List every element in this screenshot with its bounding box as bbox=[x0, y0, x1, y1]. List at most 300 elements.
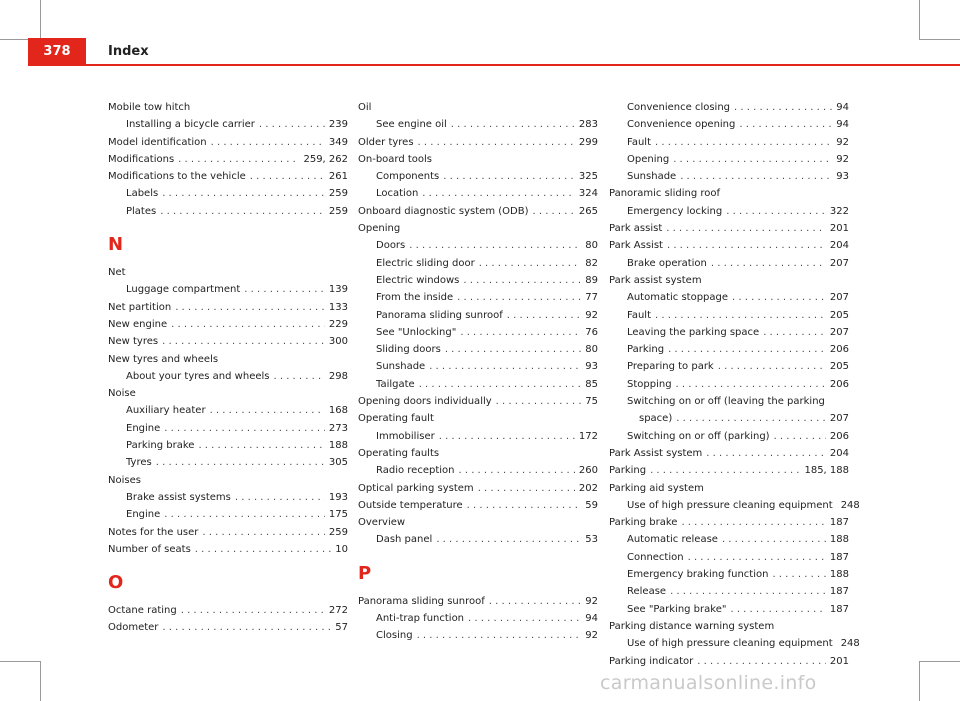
index-term: Electric sliding door bbox=[376, 257, 475, 269]
index-subterm bbox=[108, 402, 348, 419]
leader-dots bbox=[706, 445, 826, 462]
page-ref[interactable]: 204 bbox=[829, 447, 849, 459]
index-entry bbox=[358, 203, 598, 220]
leader-dots bbox=[458, 462, 574, 479]
index-term: Stopping bbox=[627, 378, 672, 390]
page-ref[interactable]: 205 bbox=[829, 309, 849, 321]
index-term: Park Assist system bbox=[609, 447, 703, 459]
index-subterm bbox=[609, 168, 849, 185]
index-subterm bbox=[108, 454, 348, 471]
page-ref[interactable]: 239 bbox=[328, 119, 348, 131]
index-term: Modifications bbox=[108, 153, 175, 165]
index-column-1 bbox=[108, 99, 348, 637]
index-subterm bbox=[358, 610, 598, 627]
index-term: Park assist system bbox=[609, 274, 702, 286]
leader-dots bbox=[479, 255, 582, 272]
leader-dots bbox=[162, 185, 325, 202]
index-term: Emergency braking function bbox=[627, 569, 769, 581]
page-ref[interactable]: 206 bbox=[829, 430, 849, 442]
page-ref[interactable]: 188 bbox=[829, 569, 849, 581]
index-main-term bbox=[609, 185, 849, 202]
page-ref[interactable]: 10 bbox=[335, 543, 348, 555]
index-term: About your tyres and wheels bbox=[126, 370, 270, 382]
leader-dots bbox=[417, 627, 582, 644]
crop-mark bbox=[919, 661, 920, 701]
index-main-term bbox=[108, 351, 348, 368]
index-subterm bbox=[358, 185, 598, 202]
index-subterm bbox=[609, 134, 849, 151]
index-term: Noise bbox=[108, 388, 136, 400]
index-term: Use of high pressure cleaning equipment bbox=[627, 499, 833, 511]
index-term: Parking bbox=[609, 465, 647, 477]
crop-mark bbox=[40, 0, 41, 40]
leader-dots bbox=[697, 653, 826, 670]
crop-mark bbox=[919, 0, 920, 40]
index-entry bbox=[108, 99, 348, 134]
index-term: Optical parking system bbox=[358, 482, 474, 494]
page-ref[interactable]: 201 bbox=[829, 655, 849, 667]
index-main-term bbox=[609, 237, 849, 254]
page-ref[interactable]: 207 bbox=[829, 292, 849, 304]
index-entry bbox=[358, 99, 598, 134]
leader-dots bbox=[443, 168, 575, 185]
index-term: Park assist bbox=[609, 223, 663, 235]
index-term: Preparing to park bbox=[627, 361, 714, 373]
page-ref[interactable]: 259 bbox=[328, 205, 348, 217]
leader-dots bbox=[409, 237, 581, 254]
page-ref[interactable]: 248 bbox=[840, 638, 860, 650]
page-ref[interactable]: 92 bbox=[585, 630, 598, 642]
page-ref[interactable]: 300 bbox=[328, 336, 348, 348]
leader-dots bbox=[655, 307, 826, 324]
index-term: Location bbox=[376, 188, 419, 200]
index-term: Brake assist systems bbox=[126, 491, 231, 503]
index-main-term bbox=[358, 151, 598, 168]
page-ref[interactable]: 349 bbox=[328, 136, 348, 148]
index-subterm bbox=[609, 358, 849, 375]
leader-dots bbox=[463, 272, 581, 289]
index-subterm bbox=[108, 368, 348, 385]
index-entry bbox=[609, 99, 849, 185]
index-main-term bbox=[358, 99, 598, 116]
page-ref[interactable]: 187 bbox=[829, 517, 849, 529]
index-term: Overview bbox=[358, 517, 406, 529]
index-term: Parking bbox=[627, 344, 665, 356]
page-ref[interactable]: 272 bbox=[328, 605, 348, 617]
index-term: Operating fault bbox=[358, 413, 434, 425]
leader-dots bbox=[156, 454, 325, 471]
index-entry bbox=[108, 316, 348, 333]
leader-dots bbox=[164, 420, 325, 437]
page-number: 378 bbox=[28, 38, 86, 64]
page-ref[interactable]: 80 bbox=[585, 240, 598, 252]
index-term: Noises bbox=[108, 474, 141, 486]
index-term: Panoramic sliding roof bbox=[609, 188, 721, 200]
index-subterm bbox=[108, 281, 348, 298]
index-term: Plates bbox=[126, 205, 157, 217]
index-entry bbox=[108, 299, 348, 316]
index-term: Brake operation bbox=[627, 257, 707, 269]
leader-dots bbox=[711, 255, 826, 272]
page-ref[interactable]: 77 bbox=[585, 292, 598, 304]
page-ref[interactable]: 298 bbox=[328, 370, 348, 382]
index-main-term bbox=[108, 619, 348, 636]
index-term: Closing bbox=[376, 630, 413, 642]
page-ref[interactable]: 92 bbox=[585, 309, 598, 321]
index-entry bbox=[358, 593, 598, 645]
crop-mark bbox=[40, 661, 41, 701]
section-letter: N bbox=[108, 234, 124, 256]
index-term: Electric windows bbox=[376, 274, 460, 286]
index-main-term bbox=[108, 333, 348, 350]
index-term: New tyres and wheels bbox=[108, 353, 219, 365]
leader-dots bbox=[489, 593, 582, 610]
index-entry bbox=[108, 602, 348, 619]
index-main-term bbox=[358, 497, 598, 514]
index-subterm bbox=[358, 428, 598, 445]
leader-dots bbox=[734, 99, 832, 116]
index-term: Use of high pressure cleaning equipment bbox=[627, 638, 833, 650]
leader-dots bbox=[273, 368, 324, 385]
page-ref[interactable]: 93 bbox=[836, 171, 849, 183]
page-ref[interactable]: 133 bbox=[328, 301, 348, 313]
index-entry bbox=[108, 333, 348, 350]
page-ref[interactable]: 94 bbox=[836, 119, 849, 131]
leader-dots bbox=[680, 168, 832, 185]
index-term: Engine bbox=[126, 422, 161, 434]
index-subterm bbox=[358, 627, 598, 644]
page-ref[interactable]: 325 bbox=[578, 171, 598, 183]
index-column-2 bbox=[358, 99, 598, 645]
page-ref[interactable]: 206 bbox=[829, 378, 849, 390]
index-term: Release bbox=[627, 586, 667, 598]
page-ref[interactable]: 248 bbox=[840, 499, 860, 511]
leader-dots bbox=[422, 185, 575, 202]
page-ref[interactable]: 92 bbox=[836, 153, 849, 165]
leader-dots bbox=[178, 151, 299, 168]
index-term: Sunshade bbox=[627, 171, 677, 183]
page-ref[interactable]: 204 bbox=[829, 240, 849, 252]
index-entry bbox=[358, 445, 598, 480]
index-entry bbox=[358, 393, 598, 410]
page-ref[interactable]: 283 bbox=[578, 119, 598, 131]
index-term: Odometer bbox=[108, 622, 159, 634]
page-ref[interactable]: 82 bbox=[585, 257, 598, 269]
page-ref[interactable]: 89 bbox=[585, 274, 598, 286]
page-ref[interactable]: 229 bbox=[328, 318, 348, 330]
index-subterm bbox=[358, 307, 598, 324]
index-main-term bbox=[609, 653, 849, 670]
leader-dots bbox=[445, 341, 581, 358]
leader-dots bbox=[763, 324, 826, 341]
index-subterm bbox=[358, 341, 598, 358]
leader-dots bbox=[676, 410, 826, 427]
index-main-term bbox=[609, 445, 849, 462]
index-term: Fault bbox=[627, 309, 651, 321]
leader-dots bbox=[666, 220, 826, 237]
leader-dots bbox=[198, 437, 324, 454]
page-ref[interactable]: 261 bbox=[328, 171, 348, 183]
page-ref[interactable]: 206 bbox=[829, 344, 849, 356]
leader-dots bbox=[439, 428, 575, 445]
index-main-term bbox=[609, 480, 849, 497]
index-entry bbox=[108, 134, 348, 151]
index-entry bbox=[609, 653, 849, 670]
index-subterm bbox=[609, 116, 849, 133]
index-term: Panorama sliding sunroof bbox=[376, 309, 503, 321]
leader-dots bbox=[211, 134, 325, 151]
index-term: Emergency locking bbox=[627, 205, 723, 217]
index-main-term bbox=[358, 480, 598, 497]
index-main-term bbox=[108, 151, 348, 168]
leader-dots bbox=[650, 462, 800, 479]
index-entry bbox=[108, 151, 348, 168]
index-subterm bbox=[609, 307, 849, 324]
index-term: Automatic stoppage bbox=[627, 292, 729, 304]
page-ref[interactable]: 94 bbox=[836, 102, 849, 113]
page-ref[interactable]: 53 bbox=[585, 534, 598, 546]
header-rule bbox=[28, 64, 960, 66]
index-term: Opening bbox=[627, 153, 670, 165]
leader-dots bbox=[162, 619, 331, 636]
index-term: Mobile tow hitch bbox=[108, 102, 191, 113]
page-ref[interactable]: 188 bbox=[328, 440, 348, 452]
index-main-term bbox=[358, 393, 598, 410]
index-subterm bbox=[108, 506, 348, 523]
section-letter: O bbox=[108, 572, 124, 594]
leader-dots bbox=[468, 610, 581, 627]
leader-dots bbox=[164, 506, 325, 523]
crop-mark bbox=[920, 661, 960, 662]
page-ref[interactable]: 85 bbox=[585, 378, 598, 390]
index-subterm bbox=[609, 376, 849, 393]
index-term: Parking distance warning system bbox=[609, 620, 775, 632]
page-ref[interactable]: 259 bbox=[328, 188, 348, 200]
index-entry bbox=[358, 151, 598, 203]
index-subterm bbox=[609, 601, 849, 618]
index-main-term bbox=[358, 410, 598, 427]
index-term: Tyres bbox=[126, 457, 152, 469]
index-subterm bbox=[609, 99, 849, 116]
index-main-term bbox=[108, 299, 348, 316]
index-entry bbox=[609, 445, 849, 462]
leader-dots bbox=[507, 307, 582, 324]
index-term: Opening doors individually bbox=[358, 396, 492, 408]
section-letter: P bbox=[358, 562, 372, 584]
leader-dots bbox=[467, 497, 582, 514]
index-entry bbox=[609, 514, 849, 618]
index-subterm bbox=[358, 324, 598, 341]
index-entry bbox=[358, 134, 598, 151]
leader-dots bbox=[160, 203, 325, 220]
index-column-3 bbox=[609, 99, 860, 670]
leader-dots bbox=[181, 602, 325, 619]
page-ref[interactable]: 185, 188 bbox=[804, 465, 849, 477]
index-subterm bbox=[358, 358, 598, 375]
leader-dots bbox=[244, 281, 325, 298]
index-subterm bbox=[609, 428, 849, 445]
index-entry bbox=[108, 524, 348, 541]
crop-mark bbox=[0, 661, 40, 662]
leader-dots bbox=[451, 116, 575, 133]
index-entry bbox=[108, 472, 348, 524]
page-ref[interactable]: 92 bbox=[585, 595, 598, 607]
index-term: Switching on or off (parking) bbox=[627, 430, 770, 442]
page-ref[interactable]: 172 bbox=[578, 430, 598, 442]
index-main-term bbox=[609, 462, 849, 479]
index-entry bbox=[609, 185, 849, 220]
page-ref[interactable]: 305 bbox=[328, 457, 348, 469]
index-subterm bbox=[108, 437, 348, 454]
page-ref[interactable]: 205 bbox=[829, 361, 849, 373]
index-entry bbox=[609, 220, 849, 237]
index-main-term bbox=[609, 618, 849, 635]
page-ref[interactable]: 188 bbox=[829, 534, 849, 546]
page-ref[interactable]: 273 bbox=[328, 422, 348, 434]
page-ref[interactable]: 187 bbox=[829, 603, 849, 615]
index-term: Parking brake bbox=[126, 440, 195, 452]
index-term: From the inside bbox=[376, 292, 454, 304]
index-subterm bbox=[358, 168, 598, 185]
index-subterm bbox=[358, 272, 598, 289]
index-term: Automatic release bbox=[627, 534, 718, 546]
leader-dots bbox=[722, 531, 826, 548]
index-main-term bbox=[609, 514, 849, 531]
page-ref[interactable]: 265 bbox=[578, 205, 598, 217]
index-term: Connection bbox=[627, 551, 684, 563]
index-term: Net partition bbox=[108, 301, 172, 313]
page-ref[interactable]: 75 bbox=[585, 396, 598, 408]
page-ref[interactable]: 139 bbox=[328, 284, 348, 296]
page-ref[interactable]: 202 bbox=[578, 482, 598, 494]
page-ref[interactable]: 76 bbox=[585, 326, 598, 338]
index-entry bbox=[609, 618, 860, 653]
leader-dots bbox=[655, 134, 832, 151]
page-ref[interactable]: 207 bbox=[829, 413, 849, 425]
leader-dots bbox=[202, 524, 325, 541]
page-ref[interactable]: 322 bbox=[829, 205, 849, 217]
index-term: Anti-trap function bbox=[376, 613, 465, 625]
index-subterm bbox=[358, 289, 598, 306]
page-ref[interactable]: 93 bbox=[585, 361, 598, 373]
index-term: Net bbox=[108, 267, 126, 279]
index-subterm bbox=[358, 255, 598, 272]
index-subterm bbox=[358, 376, 598, 393]
index-main-term bbox=[108, 134, 348, 151]
index-term: Older tyres bbox=[358, 136, 414, 148]
index-main-term bbox=[108, 316, 348, 333]
index-term: Installing a bicycle carrier bbox=[126, 119, 255, 131]
page-ref[interactable]: 187 bbox=[829, 586, 849, 598]
index-subterm bbox=[609, 324, 849, 341]
page-ref[interactable]: 187 bbox=[829, 551, 849, 563]
index-term: Onboard diagnostic system (ODB) bbox=[358, 205, 529, 217]
index-main-term bbox=[609, 220, 849, 237]
leader-dots bbox=[429, 358, 581, 375]
index-subterm bbox=[358, 531, 598, 548]
index-term: New engine bbox=[108, 318, 168, 330]
index-entry bbox=[108, 619, 348, 636]
leader-dots bbox=[210, 402, 325, 419]
index-term: Dash panel bbox=[376, 534, 433, 546]
index-entry bbox=[358, 410, 598, 445]
leader-dots bbox=[673, 151, 832, 168]
index-subterm bbox=[108, 116, 348, 133]
index-subterm-continued bbox=[609, 410, 849, 427]
leader-dots bbox=[419, 376, 582, 393]
index-entry bbox=[609, 237, 849, 272]
page-ref[interactable]: 299 bbox=[578, 136, 598, 148]
index-entry bbox=[108, 351, 348, 386]
page-ref[interactable]: 175 bbox=[328, 509, 348, 521]
page-ref[interactable]: 168 bbox=[328, 405, 348, 417]
index-subterm bbox=[609, 289, 849, 306]
page-ref[interactable]: 193 bbox=[328, 491, 348, 503]
index-subterm bbox=[609, 341, 849, 358]
index-subterm bbox=[108, 420, 348, 437]
page-ref[interactable]: 259 bbox=[328, 526, 348, 538]
page-ref[interactable]: 80 bbox=[585, 344, 598, 356]
leader-dots bbox=[730, 601, 825, 618]
leader-dots bbox=[718, 358, 826, 375]
leader-dots bbox=[532, 203, 574, 220]
index-term: See "Unlocking" bbox=[376, 326, 457, 338]
index-subterm bbox=[609, 151, 849, 168]
page-ref[interactable]: 207 bbox=[829, 326, 849, 338]
index-entry bbox=[108, 168, 348, 220]
leader-dots bbox=[460, 324, 581, 341]
index-main-term bbox=[108, 264, 348, 281]
page-ref[interactable]: 207 bbox=[829, 257, 849, 269]
index-term: Sliding doors bbox=[376, 344, 441, 356]
page-ref[interactable]: 57 bbox=[335, 622, 348, 634]
index-entry bbox=[108, 264, 348, 299]
leader-dots bbox=[175, 299, 325, 316]
page-ref[interactable]: 201 bbox=[829, 223, 849, 235]
index-term: Convenience closing bbox=[627, 102, 731, 113]
index-term: Auxiliary heater bbox=[126, 405, 206, 417]
index-main-term bbox=[108, 524, 348, 541]
leader-dots bbox=[478, 480, 575, 497]
index-subterm bbox=[358, 116, 598, 133]
page-ref[interactable]: 92 bbox=[836, 136, 849, 148]
page-ref[interactable]: 59 bbox=[585, 499, 598, 511]
index-subterm bbox=[609, 531, 849, 548]
index-term: Modifications to the vehicle bbox=[108, 171, 246, 183]
leader-dots bbox=[250, 168, 325, 185]
page-ref[interactable]: 259, 262 bbox=[303, 153, 348, 165]
crop-mark bbox=[920, 39, 960, 40]
page-ref[interactable]: 94 bbox=[585, 613, 598, 625]
page-ref[interactable]: 324 bbox=[578, 188, 598, 200]
index-main-term bbox=[108, 602, 348, 619]
leader-dots bbox=[681, 514, 825, 531]
leader-dots bbox=[667, 237, 826, 254]
index-main-term bbox=[108, 99, 348, 116]
index-subterm bbox=[609, 203, 849, 220]
index-subterm bbox=[609, 393, 849, 410]
index-subterm bbox=[609, 497, 860, 514]
index-term: Number of seats bbox=[108, 543, 191, 555]
index-subterm bbox=[358, 237, 598, 254]
leader-dots bbox=[457, 289, 581, 306]
leader-dots bbox=[668, 341, 826, 358]
leader-dots bbox=[496, 393, 582, 410]
index-entry bbox=[609, 462, 849, 479]
page-ref[interactable]: 260 bbox=[578, 465, 598, 477]
index-entry bbox=[108, 541, 348, 558]
index-term: Luggage compartment bbox=[126, 284, 241, 296]
